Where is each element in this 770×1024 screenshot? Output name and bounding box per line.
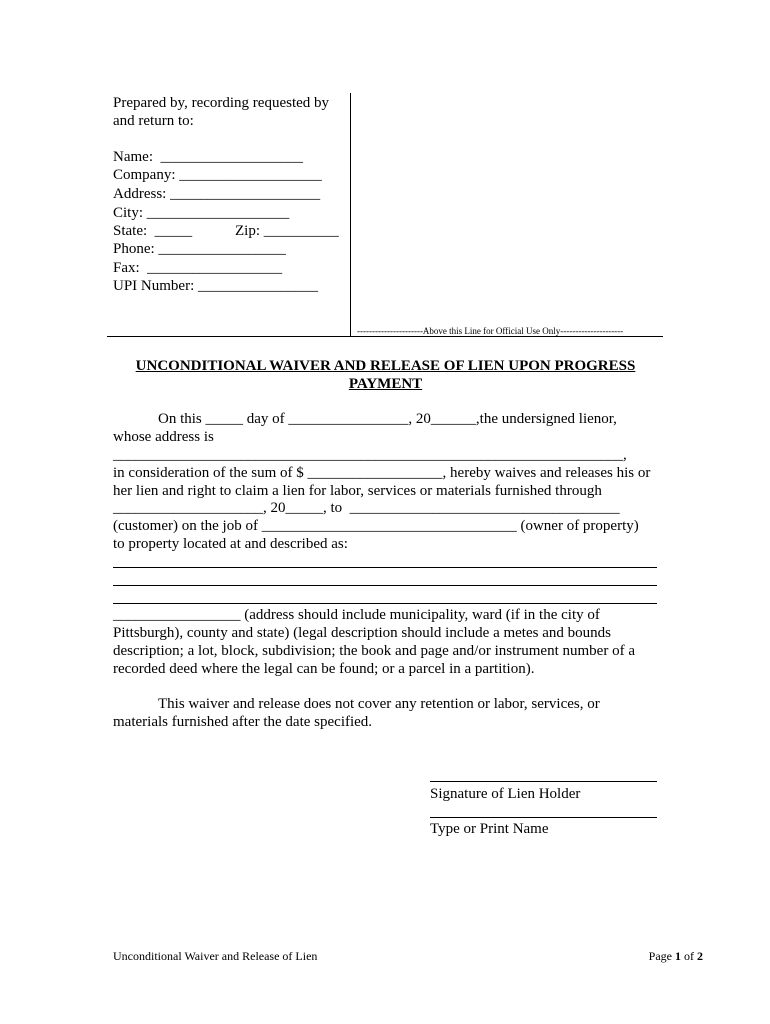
footer-document-name: Unconditional Waiver and Release of Lien [113,949,318,963]
signature-label: Signature of Lien Holder [430,786,581,802]
official-use-notice: ----------------------Above this Line for Official Use Only--------------------- [357,326,624,336]
name-field: Name: ___________________ [113,149,303,165]
para3-line2: materials furnished after the date specified. [113,714,373,730]
footer-page-number [649,949,703,964]
description-blank-line-1 [113,567,657,568]
description-blank-line-2 [113,585,657,586]
para1-line3: ____________________________________________________________________, [113,447,627,463]
para1-line7: (customer) on the job of __________________________________ (owner of property) [113,518,639,534]
city-field: City: ___________________ [113,205,290,221]
signature-line [430,781,657,782]
document-title-line1: UNCONDITIONAL WAIVER AND RELEASE OF LIEN UPON PROGRESS [135,358,636,374]
description-blank-line-3 [113,603,657,604]
page-prefix: Page [648,949,675,963]
company-field: Company: ___________________ [113,167,322,183]
page-mid: of [681,949,697,963]
para3-line1: This waiver and release does not cover any retention or labor, services, or [158,696,600,712]
state-field: State: _____ [113,223,193,239]
para2-line2: Pittsburgh), county and state) (legal description should include a metes and bounds [113,625,611,641]
address-field: Address: ____________________ [113,186,321,202]
upi-number-field: UPI Number: ________________ [113,278,318,294]
phone-field: Phone: _________________ [113,241,286,257]
print-name-line [430,817,657,818]
page-total: 2 [697,949,703,963]
para1-line6: ____________________, 20_____, to ____________________________________ [113,500,620,516]
document-title-line2: PAYMENT [348,376,423,392]
header-horizontal-divider [107,336,663,337]
para2-line3: description; a lot, block, subdivision; the book and page and/or instrument number of a [113,643,635,659]
page-current: 1 [675,949,681,963]
para2-line4: recorded deed where the legal can be found; or a parcel in a partition). [113,661,535,677]
fax-field: Fax: __________________ [113,260,283,276]
header-vertical-divider [350,93,351,336]
para1-line8: to property located at and described as: [113,536,348,552]
zip-field: Zip: __________ [235,223,339,239]
para2-line1: _________________ (address should include municipality, ward (if in the city of [113,607,600,623]
para1-line2: whose address is [113,429,214,445]
para1-line5: her lien and right to claim a lien for labor, services or materials furnished through [113,483,602,499]
para1-line4: in consideration of the sum of $ __________________, hereby waives and releases his or [113,465,651,481]
print-name-label: Type or Print Name [430,821,549,837]
prepared-by-line1: Prepared by, recording requested by [113,95,330,111]
prepared-by-line2: and return to: [113,113,194,129]
para1-line1: On this _____ day of ________________, 20______,the undersigned lienor, [158,411,617,427]
